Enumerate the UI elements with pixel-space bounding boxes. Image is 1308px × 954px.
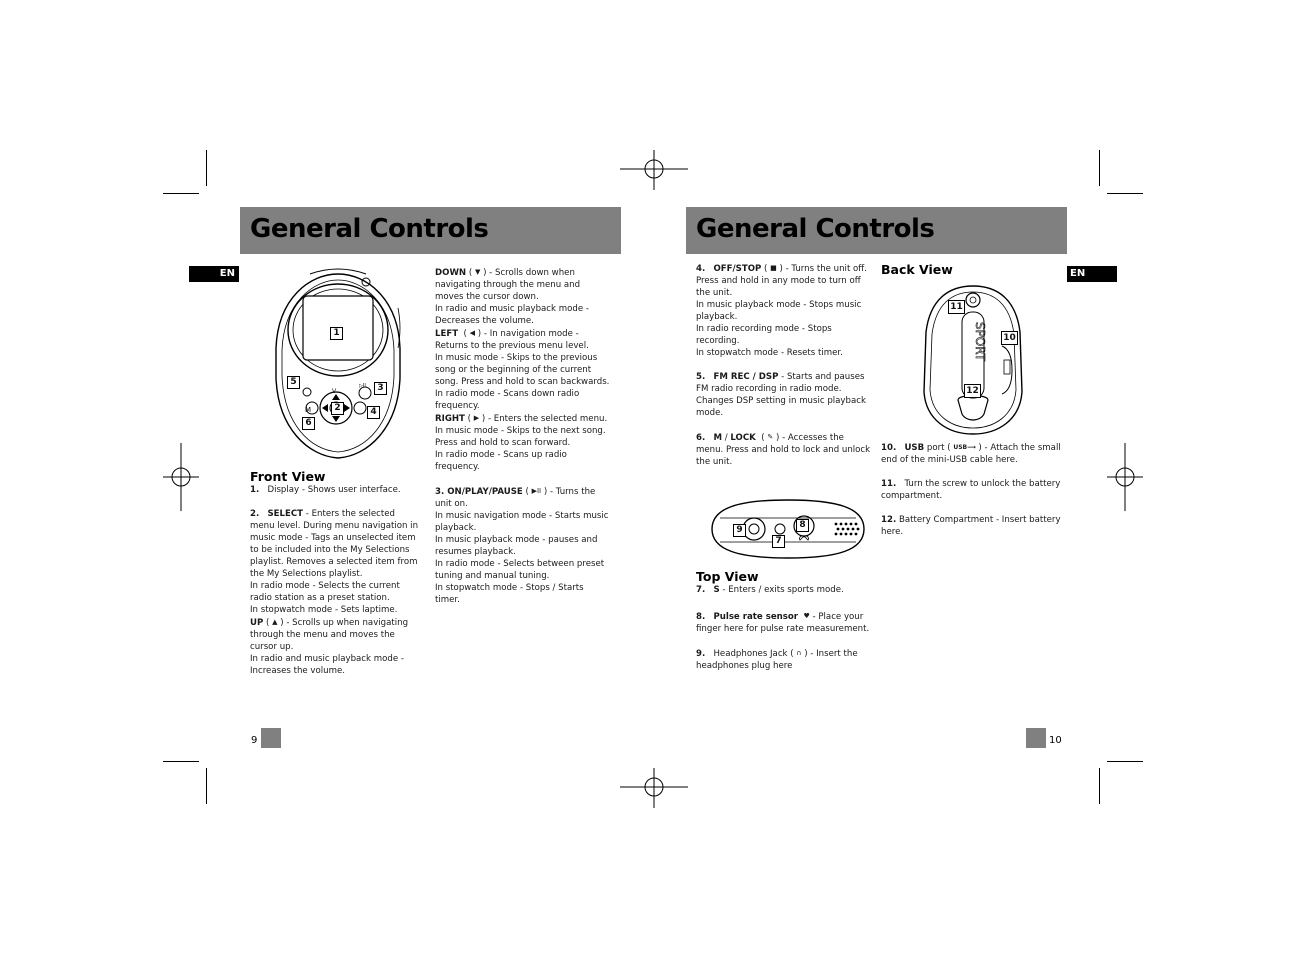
item-right-music: In music mode - Skips to the next song. Press and hold to scan forward. <box>435 426 606 448</box>
callout-10: 10 <box>1001 331 1018 345</box>
callout-9: 9 <box>733 524 746 537</box>
crop-mark <box>163 761 199 762</box>
stop-icon: ■ <box>770 264 777 272</box>
page-number-block <box>261 728 281 748</box>
item-up-volume: In radio and music playback mode - Increases the volume. <box>250 654 404 676</box>
item-4: 4. OFF/STOP ( ■ ) - Turns the unit off. Press and hold in any mode to turn off the unit. <box>696 264 867 298</box>
item-5-dsp: Changes DSP setting in music playback mode. <box>696 396 866 418</box>
left-column-2 <box>435 266 610 606</box>
callout-3: 3 <box>374 382 387 395</box>
item-2: 2. SELECT - Enters the selected menu level. During menu navigation in music mode - Tags an unselected item to be included into the My Selections playlist. Removes a selected item from the My Selections playlist. <box>250 509 419 579</box>
down-arrow-icon: ▼ <box>474 268 481 276</box>
item-12: 12. Battery Compartment - Insert battery here. <box>881 515 1061 537</box>
callout-1: 1 <box>330 327 343 340</box>
lock-icon: ✎ <box>767 433 774 441</box>
item-3-stopwatch: In stopwatch mode - Stops / Starts timer. <box>435 583 584 605</box>
right-column-1-lower <box>696 570 872 672</box>
item-5: 5. FM REC / DSP - Starts and pauses FM radio recording in radio mode. <box>696 372 865 394</box>
language-tab-label: EN <box>1070 268 1086 279</box>
callout-7: 7 <box>772 535 785 548</box>
crop-mark <box>206 150 207 186</box>
headphones-icon: ∩ <box>796 649 802 657</box>
item-11: 11. Turn the screw to unlock the battery compartment. <box>881 479 1061 501</box>
item-4-stopwatch: In stopwatch mode - Resets timer. <box>696 348 843 358</box>
item-left: LEFT ( ◀ ) - In navigation mode - Returns to the previous menu level. <box>435 329 589 351</box>
item-left-music: In music mode - Skips to the previous song or the beginning of the current song. Press and hold to scan backwards. <box>435 353 610 387</box>
page-title: General Controls <box>250 214 489 244</box>
item-right-radio: In radio mode - Scans up radio frequency. <box>435 450 567 472</box>
page-title: General Controls <box>696 214 935 244</box>
item-9: 9. Headphones Jack ( ∩ ) - Insert the headphones plug here <box>696 649 858 671</box>
item-4-radio: In radio recording mode - Stops recording. <box>696 324 832 346</box>
left-title-banner <box>240 207 621 254</box>
usb-icon: USB⟶ <box>953 444 976 451</box>
item-6: 6. M / LOCK ( ✎ ) - Accesses the menu. Press and hold to lock and unlock the unit. <box>696 433 871 467</box>
back-view-heading-wrap <box>881 263 1061 277</box>
svg-text:V: V <box>332 388 337 395</box>
svg-text:M: M <box>304 406 312 414</box>
item-down-volume: In radio and music playback mode - Decreases the volume. <box>435 304 589 326</box>
heart-icon: ♥ <box>803 612 810 620</box>
callout-4: 4 <box>367 406 380 419</box>
item-right: RIGHT ( ▶ ) - Enters the selected menu. <box>435 414 608 424</box>
callout-5: 5 <box>287 376 300 389</box>
registration-mark <box>163 443 199 511</box>
top-view-heading: Top View <box>696 569 759 584</box>
right-arrow-icon: ▶ <box>473 414 480 422</box>
item-10: 10. USB port ( USB⟶ ) - Attach the small end of the mini-USB cable here. <box>881 443 1061 465</box>
registration-mark <box>1107 443 1143 511</box>
callout-6: 6 <box>302 417 315 430</box>
item-2-radio: In radio mode - Selects the current radio station as a preset station. <box>250 581 400 603</box>
back-view-illustration <box>918 282 1028 438</box>
front-view-heading: Front View <box>250 469 326 484</box>
language-tab-label: EN <box>219 268 235 279</box>
callout-2: 2 <box>331 402 344 415</box>
right-title-banner <box>686 207 1067 254</box>
item-3-playback: In music playback mode - pauses and resumes playback. <box>435 535 598 557</box>
callout-11: 11 <box>948 300 965 314</box>
item-3-navigation: In music navigation mode - Starts music playback. <box>435 511 609 533</box>
item-left-radio: In radio mode - Scans down radio frequency. <box>435 389 580 411</box>
crop-mark <box>1107 761 1143 762</box>
item-up: UP ( ▲ ) - Scrolls up when navigating through the menu and moves the cursor up. <box>250 618 409 652</box>
page-number: 9 <box>251 735 258 746</box>
callout-12: 12 <box>964 384 981 398</box>
item-down: DOWN ( ▼ ) - Scrolls down when navigating through the menu and moves the cursor down. <box>435 268 581 302</box>
item-1: 1. Display - Shows user interface. <box>250 485 401 495</box>
svg-text:▷II: ▷II <box>359 383 366 389</box>
play-pause-icon: ▶II <box>531 487 542 495</box>
crop-mark <box>1107 193 1143 194</box>
page-number-block <box>1026 728 1046 748</box>
crop-mark <box>206 768 207 804</box>
item-7: 7. S - Enters / exits sports mode. <box>696 585 844 595</box>
item-2-stopwatch: In stopwatch mode - Sets laptime. <box>250 605 398 615</box>
left-arrow-icon: ◀ <box>469 329 476 337</box>
item-4-music: In music playback mode - Stops music playback. <box>696 300 862 322</box>
left-column-1 <box>250 470 420 677</box>
back-view-heading: Back View <box>881 262 953 277</box>
item-3-radio: In radio mode - Selects between preset tuning and manual tuning. <box>435 559 605 581</box>
crop-mark <box>1099 768 1100 804</box>
svg-text:SPORT: SPORT <box>973 322 987 362</box>
crop-mark <box>1099 150 1100 186</box>
language-tab <box>1067 266 1117 282</box>
front-view-illustration <box>270 268 406 464</box>
right-column-2 <box>881 442 1061 538</box>
item-3: 3. ON/PLAY/PAUSE ( ▶II ) - Turns the unit on. <box>435 487 596 509</box>
top-view-illustration <box>708 498 868 560</box>
callout-8: 8 <box>796 519 809 532</box>
registration-mark <box>620 150 688 190</box>
page-number: 10 <box>1049 735 1062 746</box>
up-arrow-icon: ▲ <box>272 618 278 626</box>
right-column-1 <box>696 262 872 468</box>
crop-mark <box>163 193 199 194</box>
registration-mark <box>620 768 688 808</box>
language-tab <box>189 266 239 282</box>
item-8: 8. Pulse rate sensor ♥ - Place your finger here for pulse rate measurement. <box>696 612 870 634</box>
